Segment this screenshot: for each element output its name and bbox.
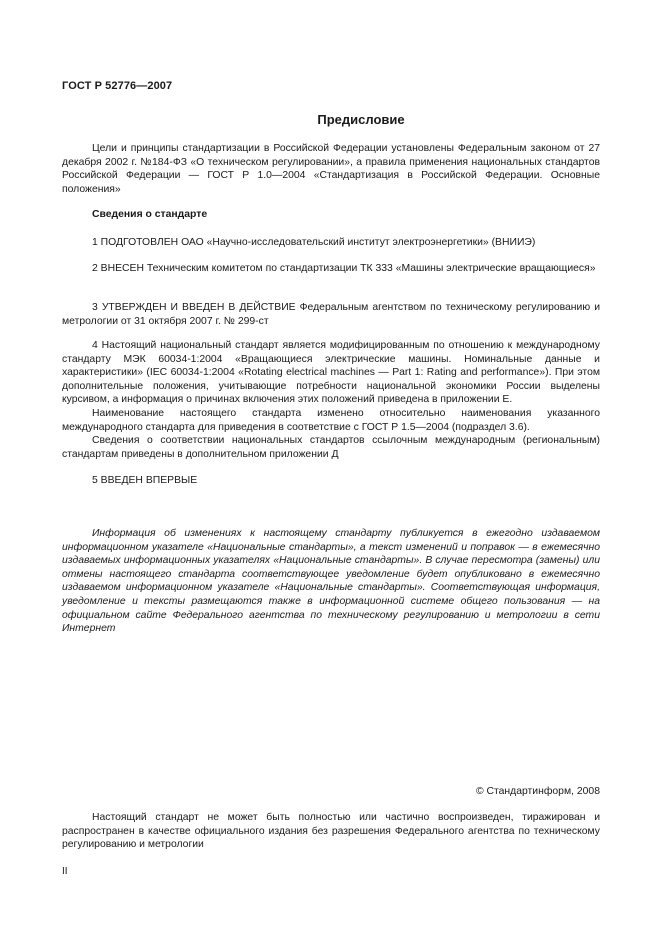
item-2-paragraph: 2 ВНЕСЕН Техническим комитетом по стандартизации ТК 333 «Машины электрические вращающиеся» (92, 263, 596, 274)
item-3-section (62, 301, 600, 328)
item-5-section (62, 474, 600, 488)
intro-paragraph: Цели и принципы стандартизации в Российской Федерации установлены Федеральным законом от 27 декабря 2002 г. №184-ФЗ «О техническом регулировании», а правила применения национальных стандартов Российской Федерации — ГОСТ Р 1.0—2004 «Стандартизация в Российской Федерации. Основные положения» (62, 143, 600, 195)
item-2-section (62, 262, 600, 276)
intro-section (62, 142, 600, 196)
item-5-paragraph: 5 ВВЕДЕН ВПЕРВЫЕ (92, 475, 198, 486)
page-number: II (62, 866, 68, 877)
notice-paragraph: Информация об изменениях к настоящему стандарту публикуется в ежегодно издаваемом информационном указателе «Национальные стандарты», а текст изменений и поправок — в ежемесячно издаваемых информационных указателях «Национальные стандарты». В случае пересмотра (замены) или отмены настоящего стандарта соответствующее уведомление будет опубликовано в ежемесячно издаваемом информационном указателе «Национальные стандарты». Соответствующая информация, уведомление и тексты размещаются также в информационной системе общего пользования — на официальном сайте Федерального агентства по техническому регулированию и метрологии в сети Интернет (62, 528, 600, 635)
info-heading-section (62, 208, 600, 222)
reproduction-paragraph: Настоящий стандарт не может быть полностью или частично воспроизведен, тиражирован и распространен в качестве официального издания без разрешения Федерального агентства по техническому регулированию и метрологии (62, 812, 600, 851)
item-1-section (62, 236, 600, 250)
page-title: Предисловие (317, 112, 405, 127)
item-4-paragraph-2: Наименование настоящего стандарта изменено относительно наименования указанного международного стандарта для приведения в соответствие с ГОСТ Р 1.5—2004 (подраздел 3.6). (62, 407, 600, 433)
document-code-header: ГОСТ Р 52776—2007 (62, 80, 173, 92)
item-4-section (62, 339, 600, 461)
copyright-line: © Стандартинформ, 2008 (475, 786, 600, 797)
item-4-paragraph-3: Сведения о соответствии национальных стандартов ссылочным международным (региональным) стандартам приведены в дополнительном приложении Д (62, 435, 600, 460)
item-3-paragraph: 3 УТВЕРЖДЕН И ВВЕДЕН В ДЕЙСТВИЕ Федеральным агентством по техническому регулированию и метрологии от 31 октября 2007 г. № 299-ст (62, 302, 600, 327)
item-1-paragraph: 1 ПОДГОТОВЛЕН ОАО «Научно-исследовательский институт электроэнергетики» (ВНИИЭ) (92, 237, 536, 248)
notice-section (62, 527, 600, 636)
info-heading: Сведения о стандарте (92, 209, 208, 220)
item-4-paragraph-1: 4 Настоящий национальный стандарт является модифицированным по отношению к международному стандарту МЭК 60034-1:2004 «Вращающиеся электрические машины. Номинальные данные и характеристики» (IEC 60034-1:2004 «Rotating electrical machines — Part 1: Rating and performance»). При этом дополнительные положения, учитывающие потребности национальной экономики России выделены курсивом, а информация о причинах включения этих положений приведена в приложении Е. (62, 340, 600, 406)
reproduction-section (62, 811, 600, 852)
